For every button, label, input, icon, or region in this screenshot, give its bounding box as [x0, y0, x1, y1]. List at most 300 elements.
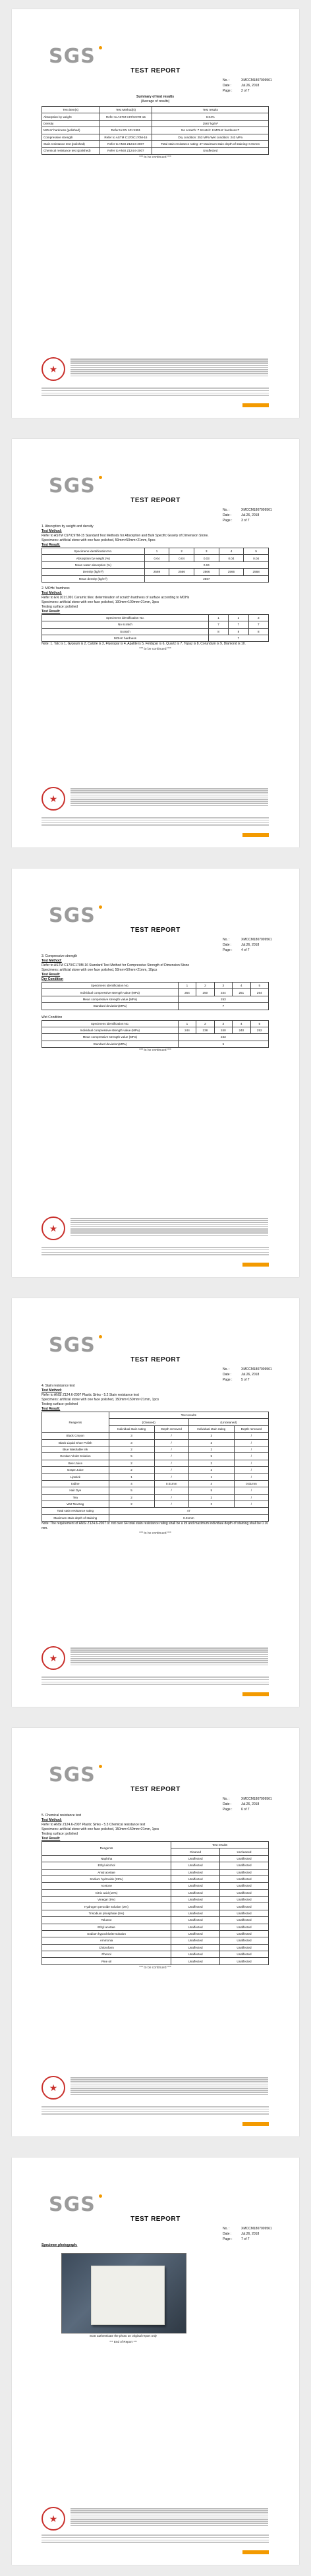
table-cell: Unaffected: [220, 1897, 269, 1903]
table-cell: 244: [178, 1027, 196, 1033]
table-row: [42, 989, 269, 996]
meta-value: Jul.26, 2018: [241, 513, 260, 517]
table-cell: Refer to ANSI Z124.6-2007: [99, 140, 152, 147]
meta-row: [223, 2231, 272, 2237]
logo-text: SGS: [49, 1763, 96, 1787]
meta-value: Jul.26, 2018: [241, 1373, 260, 1377]
report-body: [42, 525, 269, 652]
meta-row: [223, 2226, 272, 2231]
text-line: Refer to ANSI Z124.6-2007 Plastic Sinks - 5.3 Chemical resistance test: [42, 1823, 146, 1827]
table-row: [42, 1487, 269, 1494]
logo-text: SGS: [49, 474, 96, 498]
sgs-logo: [49, 904, 96, 927]
table-cell: 8: [229, 628, 248, 635]
table-cell: Hydrogen peroxide solution (3%): [42, 1903, 171, 1910]
meta-label: Date :: [223, 513, 232, 517]
table-cell: Unaffected: [220, 1862, 269, 1869]
table-cell: Refer to ASTM C170/C170M-16: [99, 134, 152, 140]
meta-label: Date :: [223, 2232, 232, 2236]
table-cell: Compressive strength: [42, 134, 99, 140]
table-cell: Mean compressive strength value (MPa): [42, 996, 179, 1002]
table-cell: Unaffected: [220, 1958, 269, 1964]
text-line: Test Result:: [42, 609, 61, 614]
meta-label: No. :: [223, 1367, 230, 1371]
table-header-cell: Uncleaned: [220, 1848, 269, 1855]
table-header-cell: Specimens identification No.: [42, 614, 209, 621]
table-cell: Mean density (kg/m³): [42, 575, 145, 582]
table-row: [42, 555, 269, 561]
red-seal-stamp: [42, 357, 65, 381]
table-cell: 253: [178, 996, 268, 1002]
signature-block: [42, 357, 269, 384]
table-cell: 7: [229, 621, 248, 628]
table-cell: 251: [233, 989, 250, 996]
table-cell: 0.04%: [152, 113, 269, 120]
table-header-cell: 1: [178, 1020, 196, 1027]
table-cell: 264: [250, 989, 268, 996]
summary-table: [42, 106, 269, 155]
footer-brand-bar: [242, 2122, 269, 2126]
stone-slab: [91, 2266, 165, 2325]
table-cell: Unaffected: [171, 1910, 220, 1916]
table-cell: Phenol: [42, 1951, 171, 1958]
table-cell: /: [154, 1501, 188, 1507]
table-cell: 244: [214, 989, 232, 996]
fine-print: [71, 2508, 268, 2528]
table-row: [42, 575, 269, 582]
table-cell: Unaffected: [171, 1855, 220, 1862]
meta-value: XMCCM1807009561: [241, 78, 272, 82]
table-row: [42, 1875, 269, 1882]
table-header-cell: 2: [196, 1020, 214, 1027]
meta-row: [223, 83, 272, 88]
table-row: [42, 1889, 269, 1896]
table-row: [42, 1862, 269, 1869]
meta-value: Jul.26, 2018: [241, 84, 260, 88]
continued-note: *** to be continued ***: [139, 1965, 171, 1970]
table-cell: Stain resistance test (polished): [42, 140, 99, 147]
logo-text: SGS: [49, 1334, 96, 1357]
table-header-cell: 1: [208, 614, 228, 621]
table-row: [42, 1480, 269, 1487]
red-seal-stamp: [42, 787, 65, 811]
table-header-cell: Reagents: [42, 1412, 109, 1433]
table-cell: 0.03: [194, 555, 219, 561]
table-row: [42, 628, 269, 635]
table-row: [42, 1951, 269, 1958]
table-cell: Unaffected: [171, 1897, 220, 1903]
table-cell: Refer to ASTM C97/C97M-15: [99, 113, 152, 120]
logo-dot-icon: [99, 1765, 102, 1768]
logo-dot-icon: [99, 1335, 102, 1338]
text-line: Test Method:: [42, 529, 62, 533]
dry-strength-table: [42, 982, 269, 1010]
table-header-cell: Test results: [171, 1842, 269, 1848]
table-header-cell: 5: [250, 983, 268, 989]
table-cell: Individual compressive strength value (MPa): [42, 1027, 179, 1033]
table-cell: Beet Juice: [42, 1460, 109, 1466]
table-cell: MOHs' hardness: [42, 635, 209, 642]
end-of-report: *** End of Report ***: [109, 2340, 137, 2343]
table-cell: Density (kg/m³): [42, 569, 145, 575]
signature-block: [42, 2076, 269, 2102]
sgs-logo: [49, 1334, 96, 1357]
table-cell: Unaffected: [171, 1924, 220, 1930]
report-title: TEST REPORT: [130, 1786, 181, 1793]
report-body: [42, 1384, 269, 1536]
meta-label: No. :: [223, 938, 230, 942]
meta-label: Page :: [223, 2237, 233, 2241]
table-header-cell: (Uncleaned): [188, 1419, 268, 1425]
footer-brand-bar: [242, 403, 269, 407]
fine-print: [71, 1218, 268, 1238]
table-header-row: [42, 614, 269, 621]
table-cell: 3: [188, 1439, 234, 1446]
table-cell: 4: [188, 1480, 234, 1487]
absorption-table: [42, 548, 269, 583]
red-seal-stamp: [42, 2076, 65, 2100]
meta-row: [223, 1802, 272, 1807]
table-cell: Naphtha: [42, 1855, 171, 1862]
table-cell: 2: [188, 1446, 234, 1452]
table-cell: 254: [178, 989, 196, 996]
table-cell: 0.01mm: [109, 1514, 268, 1521]
table-cell: 2: [188, 1494, 234, 1501]
table-row: [42, 1903, 269, 1910]
table-row: [42, 1958, 269, 1964]
table-cell: 1: [188, 1474, 234, 1480]
table-cell: 238: [196, 1027, 214, 1033]
table-row: [42, 1446, 269, 1452]
table-cell: 2: [109, 1501, 154, 1507]
table-cell: /: [234, 1474, 268, 1480]
table-cell: Unaffected: [171, 1875, 220, 1882]
text-line: Test Method:: [42, 959, 62, 963]
meta-row: [223, 1377, 272, 1383]
table-header-cell: 2: [229, 614, 248, 621]
continued-note: *** to be continued ***: [139, 1048, 171, 1052]
table-cell: 5: [109, 1453, 154, 1460]
table-cell: Unaffected: [220, 1855, 269, 1862]
table-row: [42, 1883, 269, 1889]
table-cell: /: [234, 1453, 268, 1460]
table-cell: /: [154, 1487, 188, 1494]
section-subheading: (Average of results): [140, 100, 170, 103]
table-cell: 2: [109, 1494, 154, 1501]
table-cell: 252: [250, 1027, 268, 1033]
table-header-cell: Specimens identification No.: [42, 548, 145, 555]
report-meta: [223, 1796, 272, 1812]
table-cell: Grape Juice: [42, 1467, 109, 1474]
table-header-cell: Specimens identification No.: [42, 1020, 179, 1027]
meta-label: No. :: [223, 2227, 230, 2231]
table-cell: Acetone: [42, 1883, 171, 1889]
meta-label: Date :: [223, 1802, 232, 1806]
table-cell: /: [234, 1460, 268, 1466]
table-cell: 243: [178, 1034, 268, 1041]
report-meta: [223, 507, 272, 523]
table-cell: 0.01mm: [234, 1480, 268, 1487]
table-cell: /: [154, 1453, 188, 1460]
table-cell: Unaffected: [171, 1937, 220, 1944]
fine-print: [71, 1647, 268, 1667]
table-cell: Black Crayon: [42, 1433, 109, 1439]
meta-row: [223, 1367, 272, 1372]
table-cell: /: [234, 1446, 268, 1452]
meta-label: No. :: [223, 1797, 230, 1801]
table-cell: 7: [208, 621, 228, 628]
table-cell: 7: [248, 621, 268, 628]
table-cell: 8: [248, 628, 268, 635]
page-footer: [42, 1247, 269, 1261]
signature-block: [42, 787, 269, 813]
report-page: [12, 2158, 299, 2565]
table-cell: /: [154, 1467, 188, 1474]
table-cell: 2566: [219, 569, 244, 575]
table-cell: Unaffected: [171, 1951, 220, 1958]
table-cell: Unaffected: [220, 1903, 269, 1910]
meta-value: Jul.26, 2018: [241, 2232, 260, 2236]
table-cell: Unaffected: [171, 1869, 220, 1875]
meta-value: 4 of 7: [241, 948, 250, 952]
table-cell: Density: [42, 120, 99, 127]
table-cell: Chloroform: [42, 1944, 171, 1951]
page-footer: [42, 1676, 269, 1691]
page-footer: [42, 817, 269, 832]
table-cell: Ammonia: [42, 1937, 171, 1944]
meta-value: XMCCM1807009561: [241, 508, 272, 512]
table-cell: Sodium hydroxide (25%): [42, 1875, 171, 1882]
table-header-cell: Depth removed: [154, 1425, 188, 1432]
table-cell: 5: [188, 1487, 234, 1494]
table-cell: 7: [178, 1003, 268, 1010]
meta-label: Page :: [223, 1378, 233, 1382]
table-row: [42, 1897, 269, 1903]
table-cell: /: [234, 1439, 268, 1446]
table-row: [42, 1460, 269, 1466]
table-cell: /: [154, 1439, 188, 1446]
text-line: 2. MOHs' hardness: [42, 586, 70, 590]
text-line: Dry Condition: [42, 977, 64, 981]
signature-block: [42, 1646, 269, 1673]
table-cell: Scratch: [42, 628, 209, 635]
table-cell: /: [154, 1460, 188, 1466]
table-cell: 2568: [244, 569, 269, 575]
table-cell: /: [154, 1433, 188, 1439]
meta-row: [223, 948, 272, 953]
table-header-cell: Cleaned: [171, 1848, 220, 1855]
table-header-row: [42, 1020, 269, 1027]
table-row: [42, 1027, 269, 1033]
fine-print: [71, 2077, 268, 2097]
table-cell: Unaffected: [171, 1903, 220, 1910]
table-header-cell: (Cleaned): [109, 1419, 188, 1425]
meta-value: Jul.26, 2018: [241, 1802, 260, 1806]
table-cell: Sodium hypochlorite solution: [42, 1930, 171, 1937]
table-row: [42, 127, 269, 134]
table-header-cell: 2: [196, 983, 214, 989]
table-row: [42, 1467, 269, 1474]
footer-brand-bar: [242, 1692, 269, 1696]
table-cell: Blue Washable Ink: [42, 1446, 109, 1452]
table-header-cell: 5: [244, 548, 269, 555]
report-page: [12, 1298, 299, 1707]
meta-row: [223, 507, 272, 513]
table-cell: 2: [188, 1501, 234, 1507]
text-line: Specimens: artificial stone with one face polished, 50mm×50mm×21mm, 10pcs: [42, 968, 157, 972]
table-cell: Mean water absorption (%): [42, 561, 145, 568]
text-line: Specimen photograph:: [42, 2243, 78, 2247]
table-cell: 2567 kg/m³: [152, 120, 269, 127]
table-row: [42, 140, 269, 147]
table-header-cell: 4: [233, 983, 250, 989]
table-cell: Absorption by weight: [42, 113, 99, 120]
table-cell: Unaffected: [220, 1875, 269, 1882]
table-cell: Unaffected: [152, 148, 269, 154]
logo-text: SGS: [49, 904, 96, 927]
table-cell: 3: [109, 1433, 154, 1439]
text-line: Test Result:: [42, 1407, 61, 1411]
table-header-row: [42, 107, 269, 113]
text-line: Test Result:: [42, 543, 61, 547]
text-line: Refer to ANSI Z124.6-2007 Plastic Sinks - 5.2 Stain resistance test: [42, 1393, 139, 1397]
star-icon: ★: [49, 2082, 58, 2093]
sgs-logo: [49, 2193, 96, 2216]
table-header-cell: Individual stain rating: [109, 1425, 154, 1432]
report-page: [12, 869, 299, 1277]
table-cell: 240: [214, 1027, 232, 1033]
table-cell: Unaffected: [220, 1917, 269, 1924]
table-row: [42, 569, 269, 575]
table-cell: 2569: [144, 569, 169, 575]
table-cell: Refer to ANSI Z124.6-2007: [99, 148, 152, 154]
table-cell: 3: [109, 1439, 154, 1446]
table-cell: 4: [109, 1480, 154, 1487]
table-cell: Maximum stain depth of staining: [42, 1514, 109, 1521]
table-cell: MOHs' hardness (polished): [42, 127, 99, 134]
table-cell: Wet Tea Bag: [42, 1501, 109, 1507]
stain-table: [42, 1412, 269, 1522]
table-row: [42, 148, 269, 154]
text-line: Specimens: artificial stone with one face polished, 50mm×50mm×21mm, 5pcs: [42, 538, 156, 542]
report-page: [12, 439, 299, 847]
table-cell: No scratch: 7 Scratch: 8 MOHs' hardness:7: [152, 127, 269, 134]
table-row: [42, 1041, 269, 1047]
table-row: [42, 561, 269, 568]
meta-label: Date :: [223, 1373, 232, 1377]
table-cell: /: [234, 1494, 268, 1501]
table-cell: /: [234, 1487, 268, 1494]
table-cell: Unaffected: [171, 1944, 220, 1951]
meta-label: Page :: [223, 1808, 233, 1812]
meta-label: Page :: [223, 89, 233, 93]
table-cell: 0.04: [244, 555, 269, 561]
footer-brand-bar: [242, 1263, 269, 1267]
note: Note: 1. Talc is 1, Gypsum is 2, Calcite is 3, Fluorspar is 4, Apatite is 5, Feldspar is 6, Quartz is 7, Topaz is 8, Corundum is 9, Diamond is 10.: [42, 642, 246, 646]
wet-condition-label: Wet Condition: [42, 1015, 63, 1019]
table-header-cell: 3: [214, 983, 232, 989]
table-row: [42, 1937, 269, 1944]
meta-value: 7 of 7: [241, 2237, 250, 2241]
table-cell: Absorption by weight (%): [42, 555, 145, 561]
table-row: [42, 621, 269, 628]
table-row: [42, 120, 269, 127]
table-cell: Unaffected: [220, 1910, 269, 1916]
meta-value: XMCCM1807009561: [241, 2227, 272, 2231]
table-header-cell: Test item(s): [42, 107, 99, 113]
text-line: Test Result:: [42, 1837, 61, 1841]
table-row: [42, 1474, 269, 1480]
table-header-cell: Specimens identification No.: [42, 983, 179, 989]
star-icon: ★: [49, 364, 58, 374]
table-cell: Mean compressive strength value (MPa): [42, 1034, 179, 1041]
table-cell: 240: [233, 1027, 250, 1033]
table-row: [42, 1855, 269, 1862]
table-cell: 47: [109, 1508, 268, 1514]
table-row: [42, 996, 269, 1002]
table-cell: Unaffected: [220, 1944, 269, 1951]
table-header-cell: 1: [144, 548, 169, 555]
table-cell: Unaffected: [171, 1883, 220, 1889]
table-cell: 2: [188, 1467, 234, 1474]
meta-label: Date :: [223, 943, 232, 947]
meta-label: No. :: [223, 78, 230, 82]
report-meta: [223, 2226, 272, 2242]
continued-note: *** to be continued ***: [139, 1531, 171, 1535]
meta-label: No. :: [223, 508, 230, 512]
meta-row: [223, 1807, 272, 1812]
meta-value: Jul.26, 2018: [241, 943, 260, 947]
table-cell: 0.04: [144, 555, 169, 561]
table-row: [42, 134, 269, 140]
text-line: Testing surface: polished: [42, 604, 78, 609]
text-line: 3. Compressive strength: [42, 954, 78, 958]
table-row: [42, 1910, 269, 1916]
table-cell: Refer to EN 101:1991: [99, 127, 152, 134]
table-cell: Unaffected: [220, 1937, 269, 1944]
meta-value: XMCCM1807009561: [241, 1367, 272, 1371]
table-cell: Black Liquid Shoe Polish: [42, 1439, 109, 1446]
text-line: Specimens: artificial stone with one face polished, 100mm×100mm×21mm, 3pcs: [42, 600, 159, 604]
table-header-cell: 4: [233, 1020, 250, 1027]
meta-row: [223, 1796, 272, 1802]
table-cell: Pine oil: [42, 1958, 171, 1964]
continued-note: *** to be continued ***: [139, 155, 171, 159]
table-cell: 2566: [194, 569, 219, 575]
report-title: TEST REPORT: [130, 67, 181, 74]
report-meta: [223, 937, 272, 953]
sgs-logo: [49, 45, 96, 68]
table-cell: 0.04: [169, 555, 194, 561]
table-cell: Unaffected: [171, 1930, 220, 1937]
table-row: [42, 1453, 269, 1460]
report-title: TEST REPORT: [130, 497, 181, 504]
logo-text: SGS: [49, 2193, 96, 2216]
report-title: TEST REPORT: [130, 2216, 181, 2223]
table-cell: 2567: [144, 575, 268, 582]
table-cell: Unaffected: [220, 1951, 269, 1958]
table-header-cell: 2: [169, 548, 194, 555]
table-cell: /: [154, 1446, 188, 1452]
table-cell: 2: [109, 1460, 154, 1466]
signature-block: [42, 1216, 269, 1243]
table-header-cell: Test Method(s): [99, 107, 152, 113]
table-cell: 0.01mm: [154, 1480, 188, 1487]
specimen-photo: [61, 2253, 186, 2333]
table-cell: Unaffected: [171, 1889, 220, 1896]
star-icon: ★: [49, 793, 58, 804]
report-page: [12, 9, 299, 418]
